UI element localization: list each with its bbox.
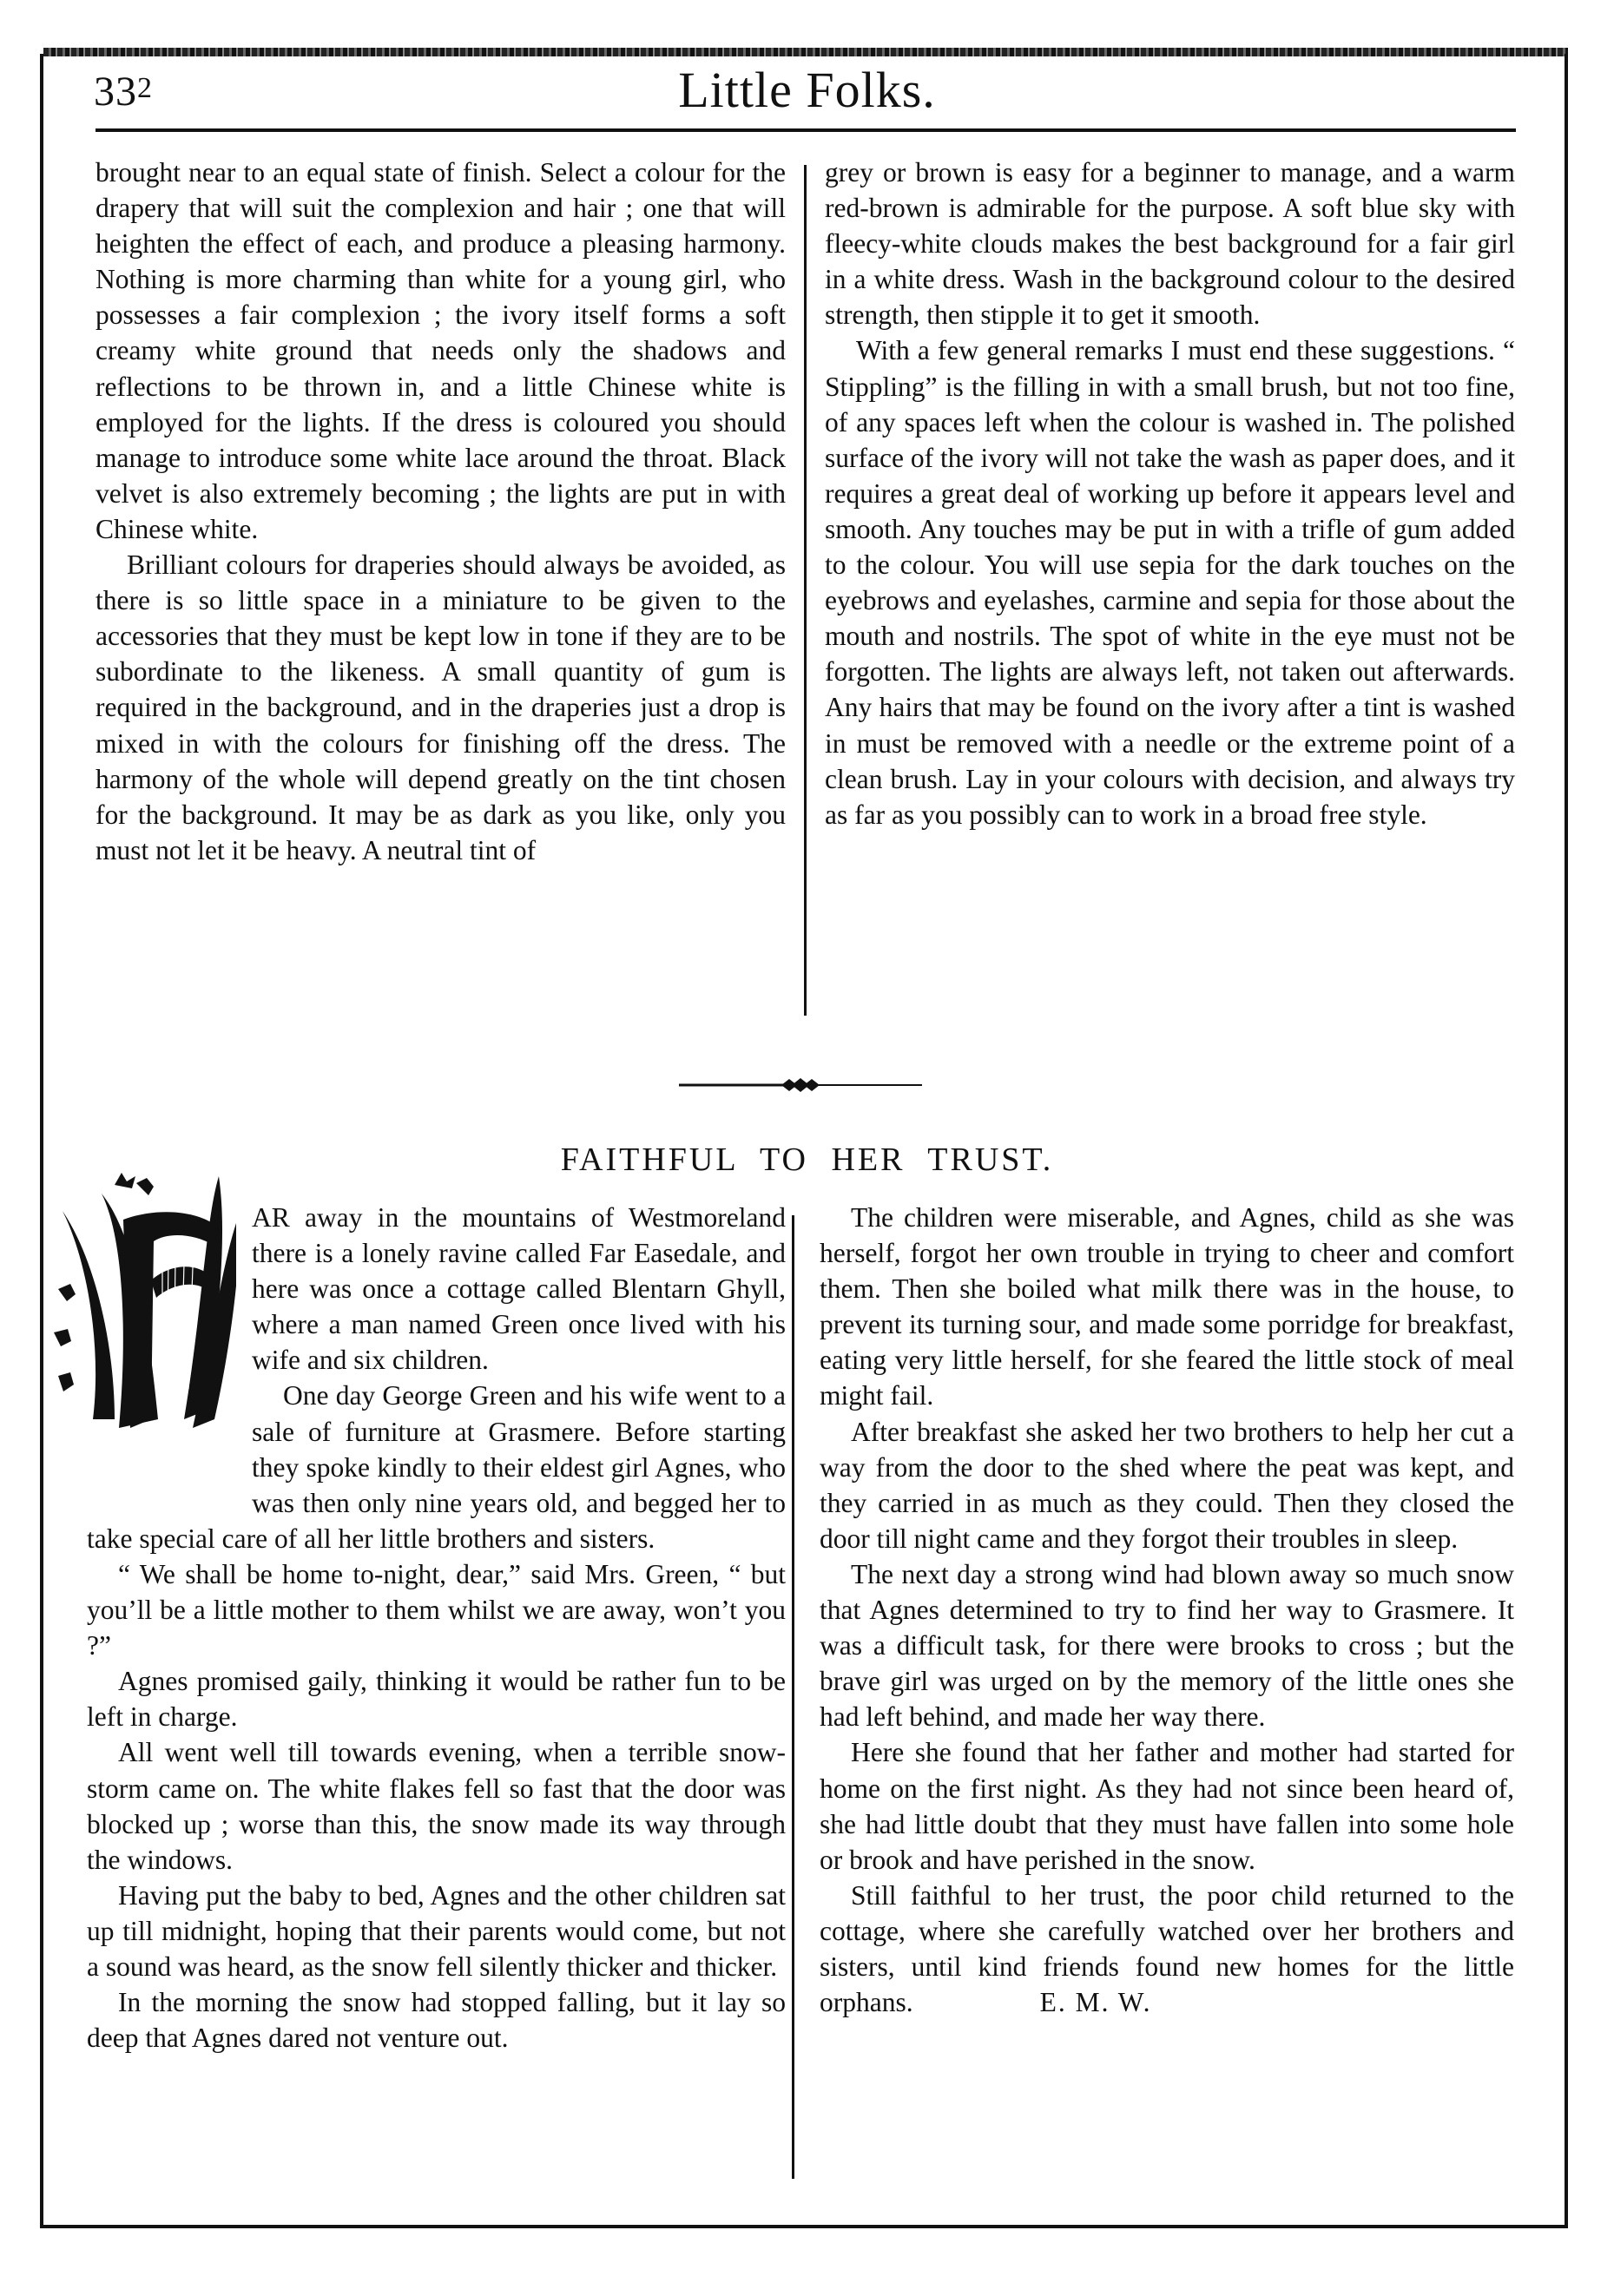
running-title: Little Folks. bbox=[678, 62, 936, 118]
article-title: FAITHFUL TO HER TRUST. bbox=[560, 1141, 1054, 1178]
paragraph: All went well till towards evening, when a terrible snow-storm came on. The white flakes fell so fast that the door was blocked up ; worse than this, the snow made its way through the windows. bbox=[87, 1737, 786, 1875]
paragraph: “ We shall be home to-night, dear,” said Mrs. Green, “ but you’ll be a little mother to them whilst we are away, won’t you ?” bbox=[87, 1558, 786, 1661]
header-rule bbox=[96, 128, 1516, 132]
paragraph: AR away in the mountains of Westmoreland there is a lonely ravine called Far Easedale, and here was once a cottage called Blentarn Ghyll, where a man named Green once lived with his wife and six children. bbox=[252, 1202, 786, 1376]
paragraph: After breakfast she asked her two brothers to help her cut a way from the door to the shed where the peat was kept, and they carried in as much as they could. Then they closed the door till night came and they forgot their troubles in sleep. bbox=[820, 1416, 1514, 1554]
page-number-sup: 2 bbox=[137, 72, 153, 104]
author-signature: E. M. W. bbox=[1039, 1987, 1152, 2018]
paragraph: The children were miserable, and Agnes, child as she was herself, forgot her own trouble in trying to cheer and comfort them. Then she boiled what milk there was in the house, to prevent its turning sour, and made some porridge for breakfast, eating very little herself, for she feared the little stock of meal might fail. bbox=[820, 1202, 1514, 1411]
paragraph: With a few general remarks I must end these suggestions. “ Stippling” is the filling in with a small brush, but not too fine, of any spaces left when the colour is washed in. The polished surface of the ivory will not take the wash as paper does, and it requires a great deal of working up before it appears level and smooth. Any touches may be put in with a trifle of gum added to the colour. You will use sepia for the dark touches on the eyebrows and eyelashes, carmine and sepia for those about the mouth and nostrils. The spot of white in the eye must not be forgotten. The lights are always left, not taken out afterwards. Any hairs that may be found on the ivory after a tint is washed in must be removed with a needle or the extreme point of a clean brush. Lay in your colours with decision, and always try as far as you possibly can to work in a broad free style. bbox=[825, 335, 1515, 830]
paragraph: In the morning the snow had stopped falling, but it lay so deep that Agnes dared not venture out. bbox=[87, 1987, 786, 2054]
paragraph: The next day a strong wind had blown away so much snow that Agnes determined to try to find her way to Grasmere. It was a difficult task, for there were brooks to cross ; but the brave girl was urged on by the memory of the little ones she had left behind, and made her way there. bbox=[820, 1558, 1514, 1733]
paragraph-text: Still faithful to her trust, the poor child returned to the cottage, where she carefully watched over her brothers and sisters, until kind friends found new homes for the little orphans. bbox=[820, 1879, 1514, 2018]
paragraph: Having put the baby to bed, Agnes and the other children sat up till midnight, hoping that their parents would come, but not a sound was heard, as the snow fell silently thicker and thicker. bbox=[87, 1879, 786, 1982]
paragraph: grey or brown is easy for a beginner to manage, and a warm red-brown is admirable for the purpose. A soft blue sky with fleecy-white clouds makes the best background for a fair girl in a white dress. Wash in the background colour to the desired strength, then stipple it to get it smooth. bbox=[825, 157, 1515, 331]
paragraph bbox=[820, 1878, 1514, 2020]
paragraph: Brilliant colours for draperies should always be avoided, as there is so little space in a miniature to be given to the accessories that they must be kept low in tone if they are to be subordinate to the likeness. A small quantity of gum is required in the background, and in the draperies just a drop is mixed in with the colours for finishing off the dress. The harmony of the whole will depend greatly on the tint chosen for the background. It may be as dark as you like, only you must not let it be heavy. A neutral tint of bbox=[96, 549, 786, 865]
continued-article-right-column bbox=[825, 155, 1515, 832]
dropcap-wrap-space bbox=[87, 1200, 252, 1512]
column-divider bbox=[804, 165, 807, 1016]
paragraph: brought near to an equal state of finish. Select a colour for the drapery that will suit the complexion and hair ; one that will heighten the effect of each, and produce a pleasing harmony. Nothing is more charming than white for a young girl, who possesses a fair complexion ; the ivory itself forms a soft creamy white ground that needs only the shadows and reflections to be thrown in, and a little Chinese white is employed for the lights. If the dress is coloured you should manage to introduce some white lace around the throat. Black velvet is also extremely becoming ; the lights are put in with Chinese white. bbox=[96, 157, 786, 544]
top-border-band bbox=[43, 48, 1568, 56]
article-right-column bbox=[820, 1200, 1514, 2020]
page-number-main: 33 bbox=[94, 69, 137, 115]
paragraph: One day George Green and his wife went to a sale of furniture at Grasmere. Before starting they spoke kindly to their eldest girl Agnes, who was then only nine years old, and begged her to take special care of all her little brothers and sisters. bbox=[87, 1380, 786, 1554]
page-frame-bottom bbox=[40, 2225, 1568, 2228]
diamond-rule-ornament-icon bbox=[679, 1076, 922, 1094]
paragraph: Agnes promised gaily, thinking it would be rather fun to be left in charge. bbox=[87, 1666, 786, 1733]
column-divider bbox=[792, 1215, 794, 2179]
paragraph: Here she found that her father and mother had started for home on the first night. As they had not since been heard of, she had little doubt that they must have fallen into some hole or brook and have perished in the snow. bbox=[820, 1737, 1514, 1875]
article-left-column bbox=[87, 1200, 786, 2056]
continued-article-left-column bbox=[96, 155, 786, 868]
